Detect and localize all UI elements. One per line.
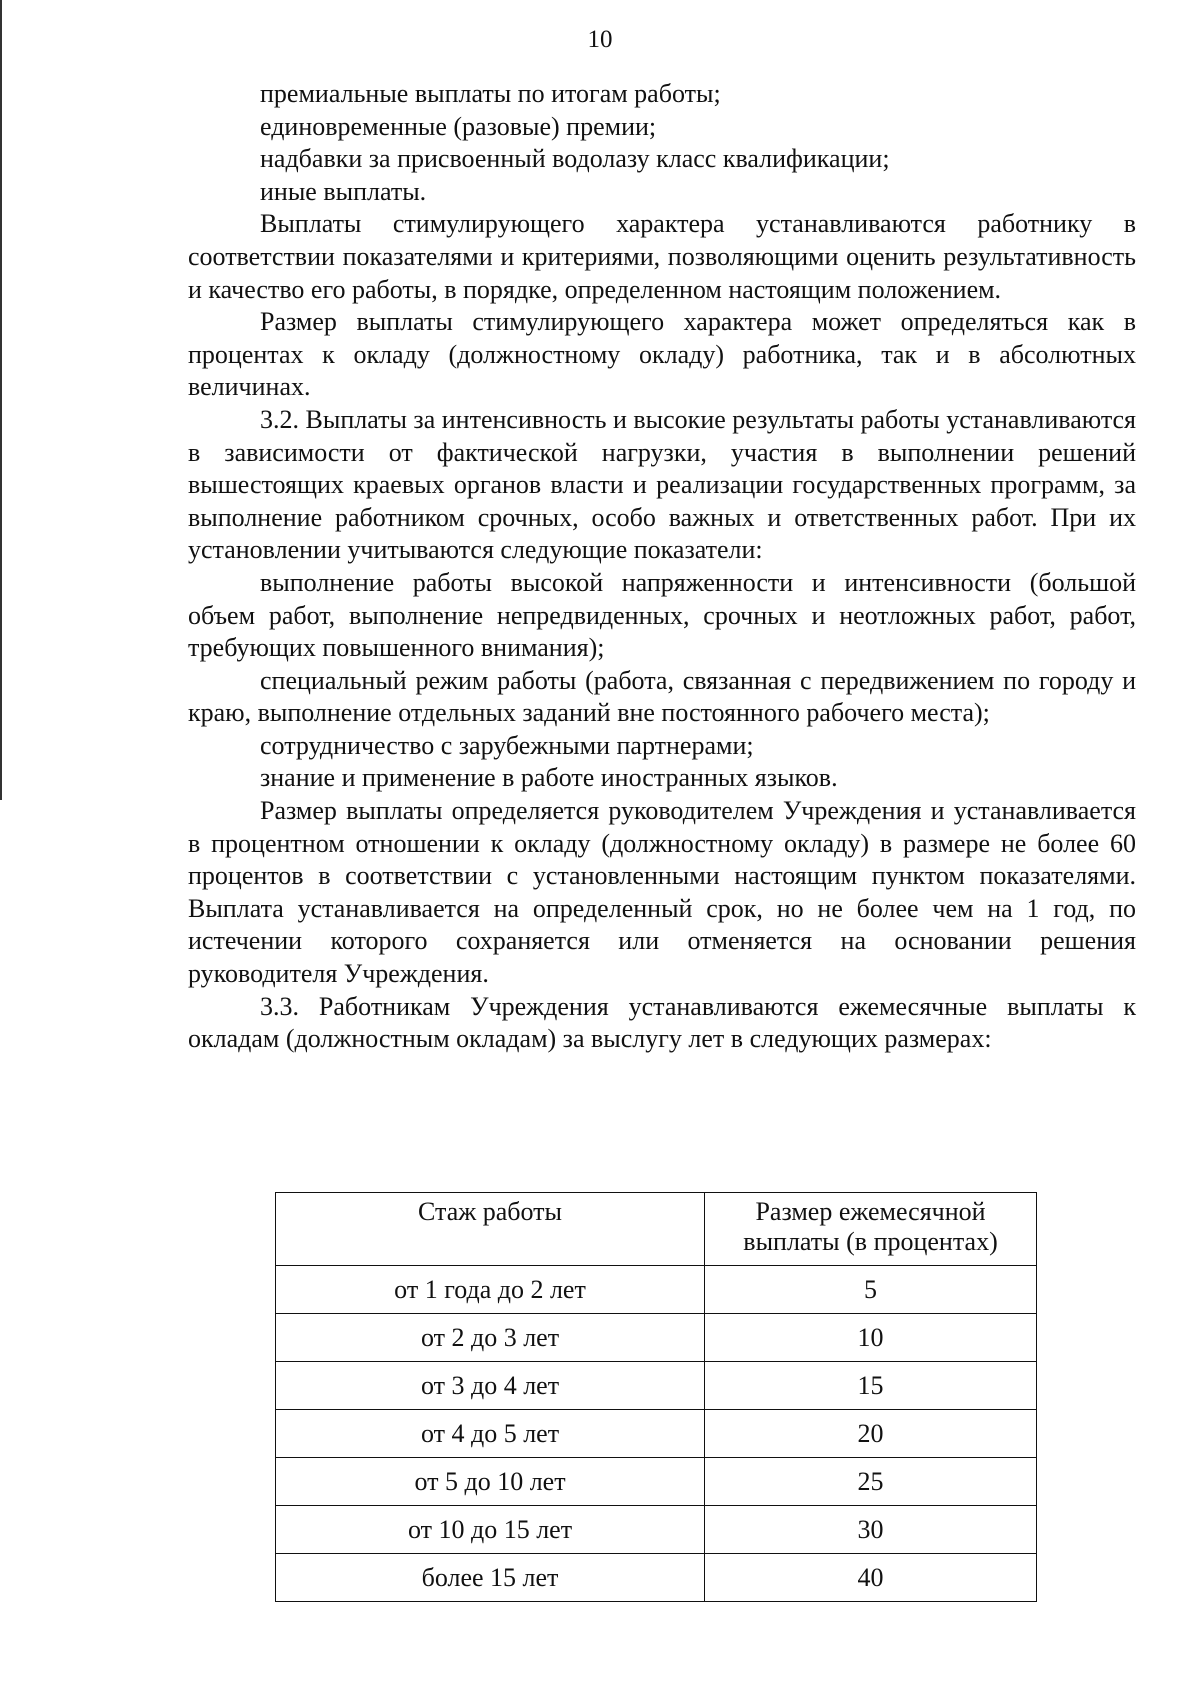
table-row xyxy=(276,1314,1037,1362)
paragraph: Размер выплаты стимулирующего характера может определяться как в процентах к окладу (должностному окладу) работника, так и в абсолютных величинах. xyxy=(188,307,1136,402)
paragraph: выполнение работы высокой напряженности и интенсивности (большой объем работ, выполнение непредвиденных, срочных и неотложных работ, работ, требующих повышенного внимания); xyxy=(188,567,1136,663)
table-row xyxy=(276,1458,1037,1506)
table-cell: 20 xyxy=(705,1410,1037,1458)
paragraph: 3.3. Работникам Учреждения устанавливаются ежемесячные выплаты к окладам (должностным окладам) за выслугу лет в следующих размерах: xyxy=(188,991,1136,1054)
table-cell: 15 xyxy=(705,1362,1037,1410)
table-cell: 10 xyxy=(705,1314,1037,1362)
table-cell: от 10 до 15 лет xyxy=(276,1506,705,1554)
table-cell: 40 xyxy=(705,1554,1037,1602)
table-cell: от 3 до 4 лет xyxy=(276,1362,705,1410)
paragraph: иные выплаты. xyxy=(260,176,427,206)
table-cell: от 1 года до 2 лет xyxy=(276,1266,705,1314)
table-cell: более 15 лет xyxy=(276,1554,705,1602)
table-cell: от 5 до 10 лет xyxy=(276,1458,705,1506)
paragraph: единовременные (разовые) премии; xyxy=(260,111,657,141)
length-of-service-table xyxy=(275,1192,1037,1602)
paragraph: Размер выплаты определяется руководителем Учреждения и устанавливается в процентном отношении к окладу (должностному окладу) в размере не более 60 процентов в соответствии с установленными настоящим пунктом показателями. Выплата устанавливается на определенный срок, но не более чем на 1 год, по истечении которого сохраняется или отменяется на основании решения руководителя Учреждения. xyxy=(188,796,1136,989)
table-row xyxy=(276,1506,1037,1554)
paragraph: знание и применение в работе иностранных языков. xyxy=(260,763,838,793)
table-header-cell: Стаж работы xyxy=(276,1193,705,1266)
table-cell: 5 xyxy=(705,1266,1037,1314)
scan-edge-line xyxy=(0,0,2,800)
paragraph: сотрудничество с зарубежными партнерами; xyxy=(260,730,754,760)
table-row xyxy=(276,1266,1037,1314)
table-cell: от 2 до 3 лет xyxy=(276,1314,705,1362)
paragraph: премиальные выплаты по итогам работы; xyxy=(260,79,721,108)
document-body xyxy=(188,78,1136,1056)
table-header-cell: Размер ежемесячной выплаты (в процентах) xyxy=(705,1193,1037,1266)
page-number: 10 xyxy=(587,26,613,53)
paragraph: Выплаты стимулирующего характера устанавливаются работнику в соответствии показателями и критериями, позволяющими оценить результативность и качество его работы, в порядке, определенном настоящим положением. xyxy=(188,209,1136,304)
table-row xyxy=(276,1554,1037,1602)
table-row xyxy=(276,1362,1037,1410)
paragraph: надбавки за присвоенный водолазу класс квалификации; xyxy=(260,144,890,174)
table-cell: 25 xyxy=(705,1458,1037,1506)
paragraph: 3.2. Выплаты за интенсивность и высокие результаты работы устанавливаются в зависимости от фактической нагрузки, участия в выполнении решений вышестоящих краевых органов власти и реализации государственных программ, за выполнение работником срочных, особо важных и ответственных работ. При их установлении учитываются следующие показатели: xyxy=(188,404,1136,565)
table-cell: от 4 до 5 лет xyxy=(276,1410,705,1458)
table-row xyxy=(276,1410,1037,1458)
table-header-row xyxy=(276,1193,1037,1266)
table-cell: 30 xyxy=(705,1506,1037,1554)
paragraph: специальный режим работы (работа, связанная с передвижением по городу и краю, выполнение отдельных заданий вне постоянного рабочего места); xyxy=(188,665,1136,728)
